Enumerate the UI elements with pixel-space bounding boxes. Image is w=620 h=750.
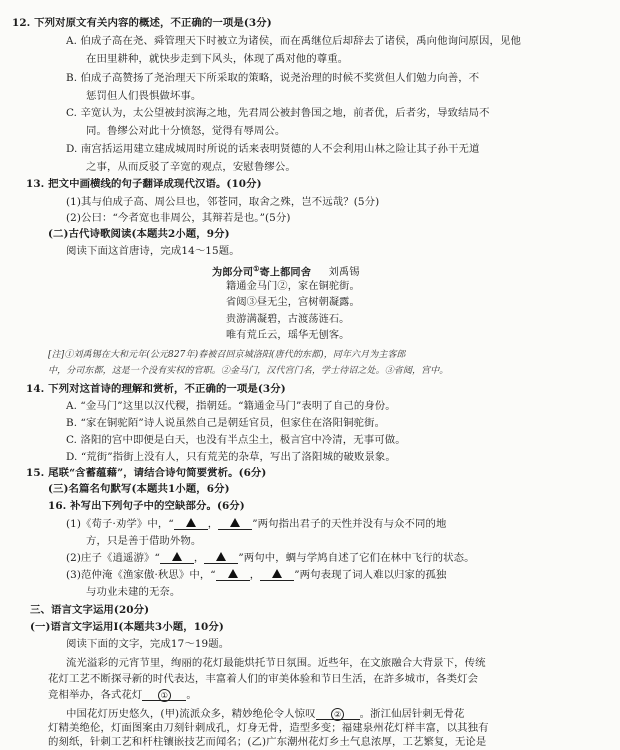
q14-option-c: C. 洛阳的宫中即便是白天，也没有半点尘土，极言宫中冷清，无事可做。 xyxy=(66,434,406,446)
q16-item-1: (1)《荀子·劝学》中，“ ， ”两句指出君子的天性并没有与众不同的地 xyxy=(66,518,447,530)
q16-item-3: (3)范仲淹《渔家傲·秋思》中，“ ， ”两句表现了词人难以归家的孤独 xyxy=(66,569,447,581)
poem-line-4: 唯有荒丘云，瑶华无刨客。 xyxy=(226,330,350,341)
answer-blank[interactable] xyxy=(216,569,250,581)
passage-p1-line3 xyxy=(48,689,197,702)
q15-title: 15. 尾联“含蓄蕴藉”，请结合诗句简要赏析。(6分) xyxy=(26,467,267,479)
poem-line-2: 省闼③昼无尘，宫树朝凝露。 xyxy=(226,297,360,308)
q16-title: 16. 补写出下列句子中的空缺部分。(6分) xyxy=(48,500,245,512)
q12-option-d-line2: 之事，从而反驳了辛宽的观点，安慰鲁缪公。 xyxy=(86,161,296,173)
blank-marker-icon xyxy=(228,569,238,578)
q13-title: 13. 把文中画横线的句子翻译成现代汉语。(10分) xyxy=(26,178,262,190)
q16-item-1-suffix: ”两句指出君子的天性并没有与众不同的地 xyxy=(252,518,447,530)
answer-blank[interactable] xyxy=(174,518,208,530)
answer-blank[interactable] xyxy=(260,569,294,581)
passage-p1-end-punct: 。 xyxy=(186,689,197,701)
passage-p1-end-text: 竞相举办，各式花灯 xyxy=(48,689,143,701)
q14-title: 14. 下列对这首诗的理解和赏析，不正确的一项是(3分) xyxy=(26,383,286,395)
q14-option-b: B. “家在铜驼陌”诗人说虽然自己是朝廷官员，但家住在洛阳铜驼街。 xyxy=(66,417,386,429)
poem-author: 刘禹锡 xyxy=(328,267,360,279)
poem-line-1: 籍通金马门②，家在铜驼街。 xyxy=(226,281,360,292)
blank-marker-icon xyxy=(272,569,282,578)
q14-option-a: A. “金马门”这里以汉代稷，指朝廷。“籍通金马门”表明了自己的身份。 xyxy=(66,400,396,412)
blank-marker-icon xyxy=(172,552,182,561)
passage-p3-line1: 灯精美绝伦，灯面图案由刀刻针刺成孔，灯身无骨，造型多变；福建泉州花灯样丰富，以其独有 xyxy=(48,722,489,734)
answer-blank[interactable] xyxy=(142,689,186,701)
blank-number-1: ① xyxy=(158,689,171,702)
q12-title: 12. 下列对原文有关内容的概述，不正确的一项是(3分) xyxy=(12,17,272,29)
q16-item-1-cont: 方，只是善于借助外物。 xyxy=(86,535,202,547)
q12-option-a-line1: A. 伯成子高在尧、舜管理天下时被立为诸侯，而在禹继位后却辞去了诸侯，禹向他询问原因，见他 xyxy=(66,35,522,47)
q16-item-3-cont: 与功业未建的无奈。 xyxy=(86,586,181,598)
answer-blank[interactable] xyxy=(316,708,360,720)
blank-marker-icon xyxy=(230,518,240,527)
q16-item-3-prefix: (3)范仲淹《渔家傲·秋思》中，“ xyxy=(66,569,216,581)
q16-item-3-suffix: ”两句表现了词人难以归家的孤独 xyxy=(294,569,447,581)
poem-line-3: 贵游满凝碧，古渡荡涟石。 xyxy=(226,314,350,325)
q12-option-c-line1: C. 辛宽认为，太公望被封滨海之地，先君周公被封鲁国之地，前者优，后者劣，导致结局不 xyxy=(66,107,490,119)
answer-blank[interactable] xyxy=(204,552,238,564)
q12-option-a-line2: 在田里耕种，就快步走到下风头，体现了禹对他的尊重。 xyxy=(86,53,349,65)
poem-note-line1: [注]①刘禹锡在大和元年(公元827年)春被召回京城洛阳(唐代的东都)，同年六月为主客郎 xyxy=(48,350,406,360)
language-section-header: 三、语言文字运用(20分) xyxy=(30,604,150,616)
poem-title-main: 为郎分司 xyxy=(212,266,254,279)
q12-option-b-line2: 惩罚但人们畏惧做坏事。 xyxy=(86,90,202,102)
q16-item-2-suffix: ”两句中，蜩与学鸠自述了它们在林中飞行的状态。 xyxy=(238,552,475,564)
q16-item-2-prefix: (2)庄子《逍遥游》“ xyxy=(66,552,160,564)
q16-item-1-prefix: (1)《荀子·劝学》中，“ xyxy=(66,518,174,530)
recitation-section-header: (三)名篇名句默写(本题共1小题，6分) xyxy=(48,483,230,495)
passage-p3-line2: 的刻纸，针刺工艺和杆柱镶嵌技艺而闻名；(乙)广东潮州花灯乡土气息浓厚，工艺繁复，无论是 xyxy=(48,736,487,748)
answer-blank[interactable] xyxy=(218,518,252,530)
language-intro: 阅读下面的文字，完成17～19题。 xyxy=(66,638,230,650)
answer-blank[interactable] xyxy=(160,552,194,564)
poetry-intro: 阅读下面这首唐诗，完成14～15题。 xyxy=(66,245,240,257)
language-subsection-header: (一)语言文字运用Ⅰ(本题共3小题，10分) xyxy=(30,621,224,633)
blank-marker-icon xyxy=(186,518,196,527)
passage-p1-line2: 花灯工艺不断探寻新的时代表达，丰富着人们的审美体验和节日生活，在許多城市，各类灯会 xyxy=(48,673,479,685)
poem-title-note-mark: ① xyxy=(253,264,260,273)
q13-sentence-2: (2)公曰：“今者宽也非周公，其辩若是也。”(5分) xyxy=(66,212,291,224)
blank-marker-icon xyxy=(216,552,226,561)
passage-p2-line1 xyxy=(66,708,465,721)
poem-title-rest: 寄上都同舍 xyxy=(259,266,311,279)
poetry-section-header: (二)古代诗歌阅读(本题共2小题，9分) xyxy=(48,228,230,240)
passage-p2-cont: 。浙江仙居针刺无骨花 xyxy=(359,708,465,720)
q16-item-2: (2)庄子《逍遥游》“ ， ”两句中，蜩与学鸠自述了它们在林中飞行的状态。 xyxy=(66,552,475,564)
blank-number-2: ② xyxy=(331,708,344,721)
q12-option-b-line1: B. 伯成子高赞扬了尧治理天下所采取的策略，说尧治理的时候不奖赏但人们勉力向善，不 xyxy=(66,72,480,84)
passage-p2-start: 中国花灯历史悠久，(甲)流派众多，精妙绝伦令人惊叹 xyxy=(66,708,316,720)
q13-sentence-1: (1)其与伯成子高、周公旦也，邻苍同，取舍之殊，岂不远哉？(5分) xyxy=(66,196,380,208)
passage-p1-line1: 流光溢彩的元宵节里，绚丽的花灯最能烘托节日氛围。近些年，在文旅融合大背景下，传统 xyxy=(66,657,486,669)
q12-option-d-line1: D. 南宫括运用建立建成城周时所说的话来表明贤德的人不会利用山林之险让其子孙干无道 xyxy=(66,143,480,155)
poem-note-line2: 中，分司东都，这是一个没有实权的官职。②金马门，汉代宫门名，学士待诏之处。③省闼，宫中。 xyxy=(48,366,449,376)
q14-option-d: D. “荒街”指街上没有人，只有荒芜的杂草，写出了洛阳城的破败景象。 xyxy=(66,451,396,463)
q12-option-c-line2: 同。鲁缪公对此十分愤怒，觉得有辱周公。 xyxy=(86,125,286,137)
poem-title xyxy=(212,262,360,279)
